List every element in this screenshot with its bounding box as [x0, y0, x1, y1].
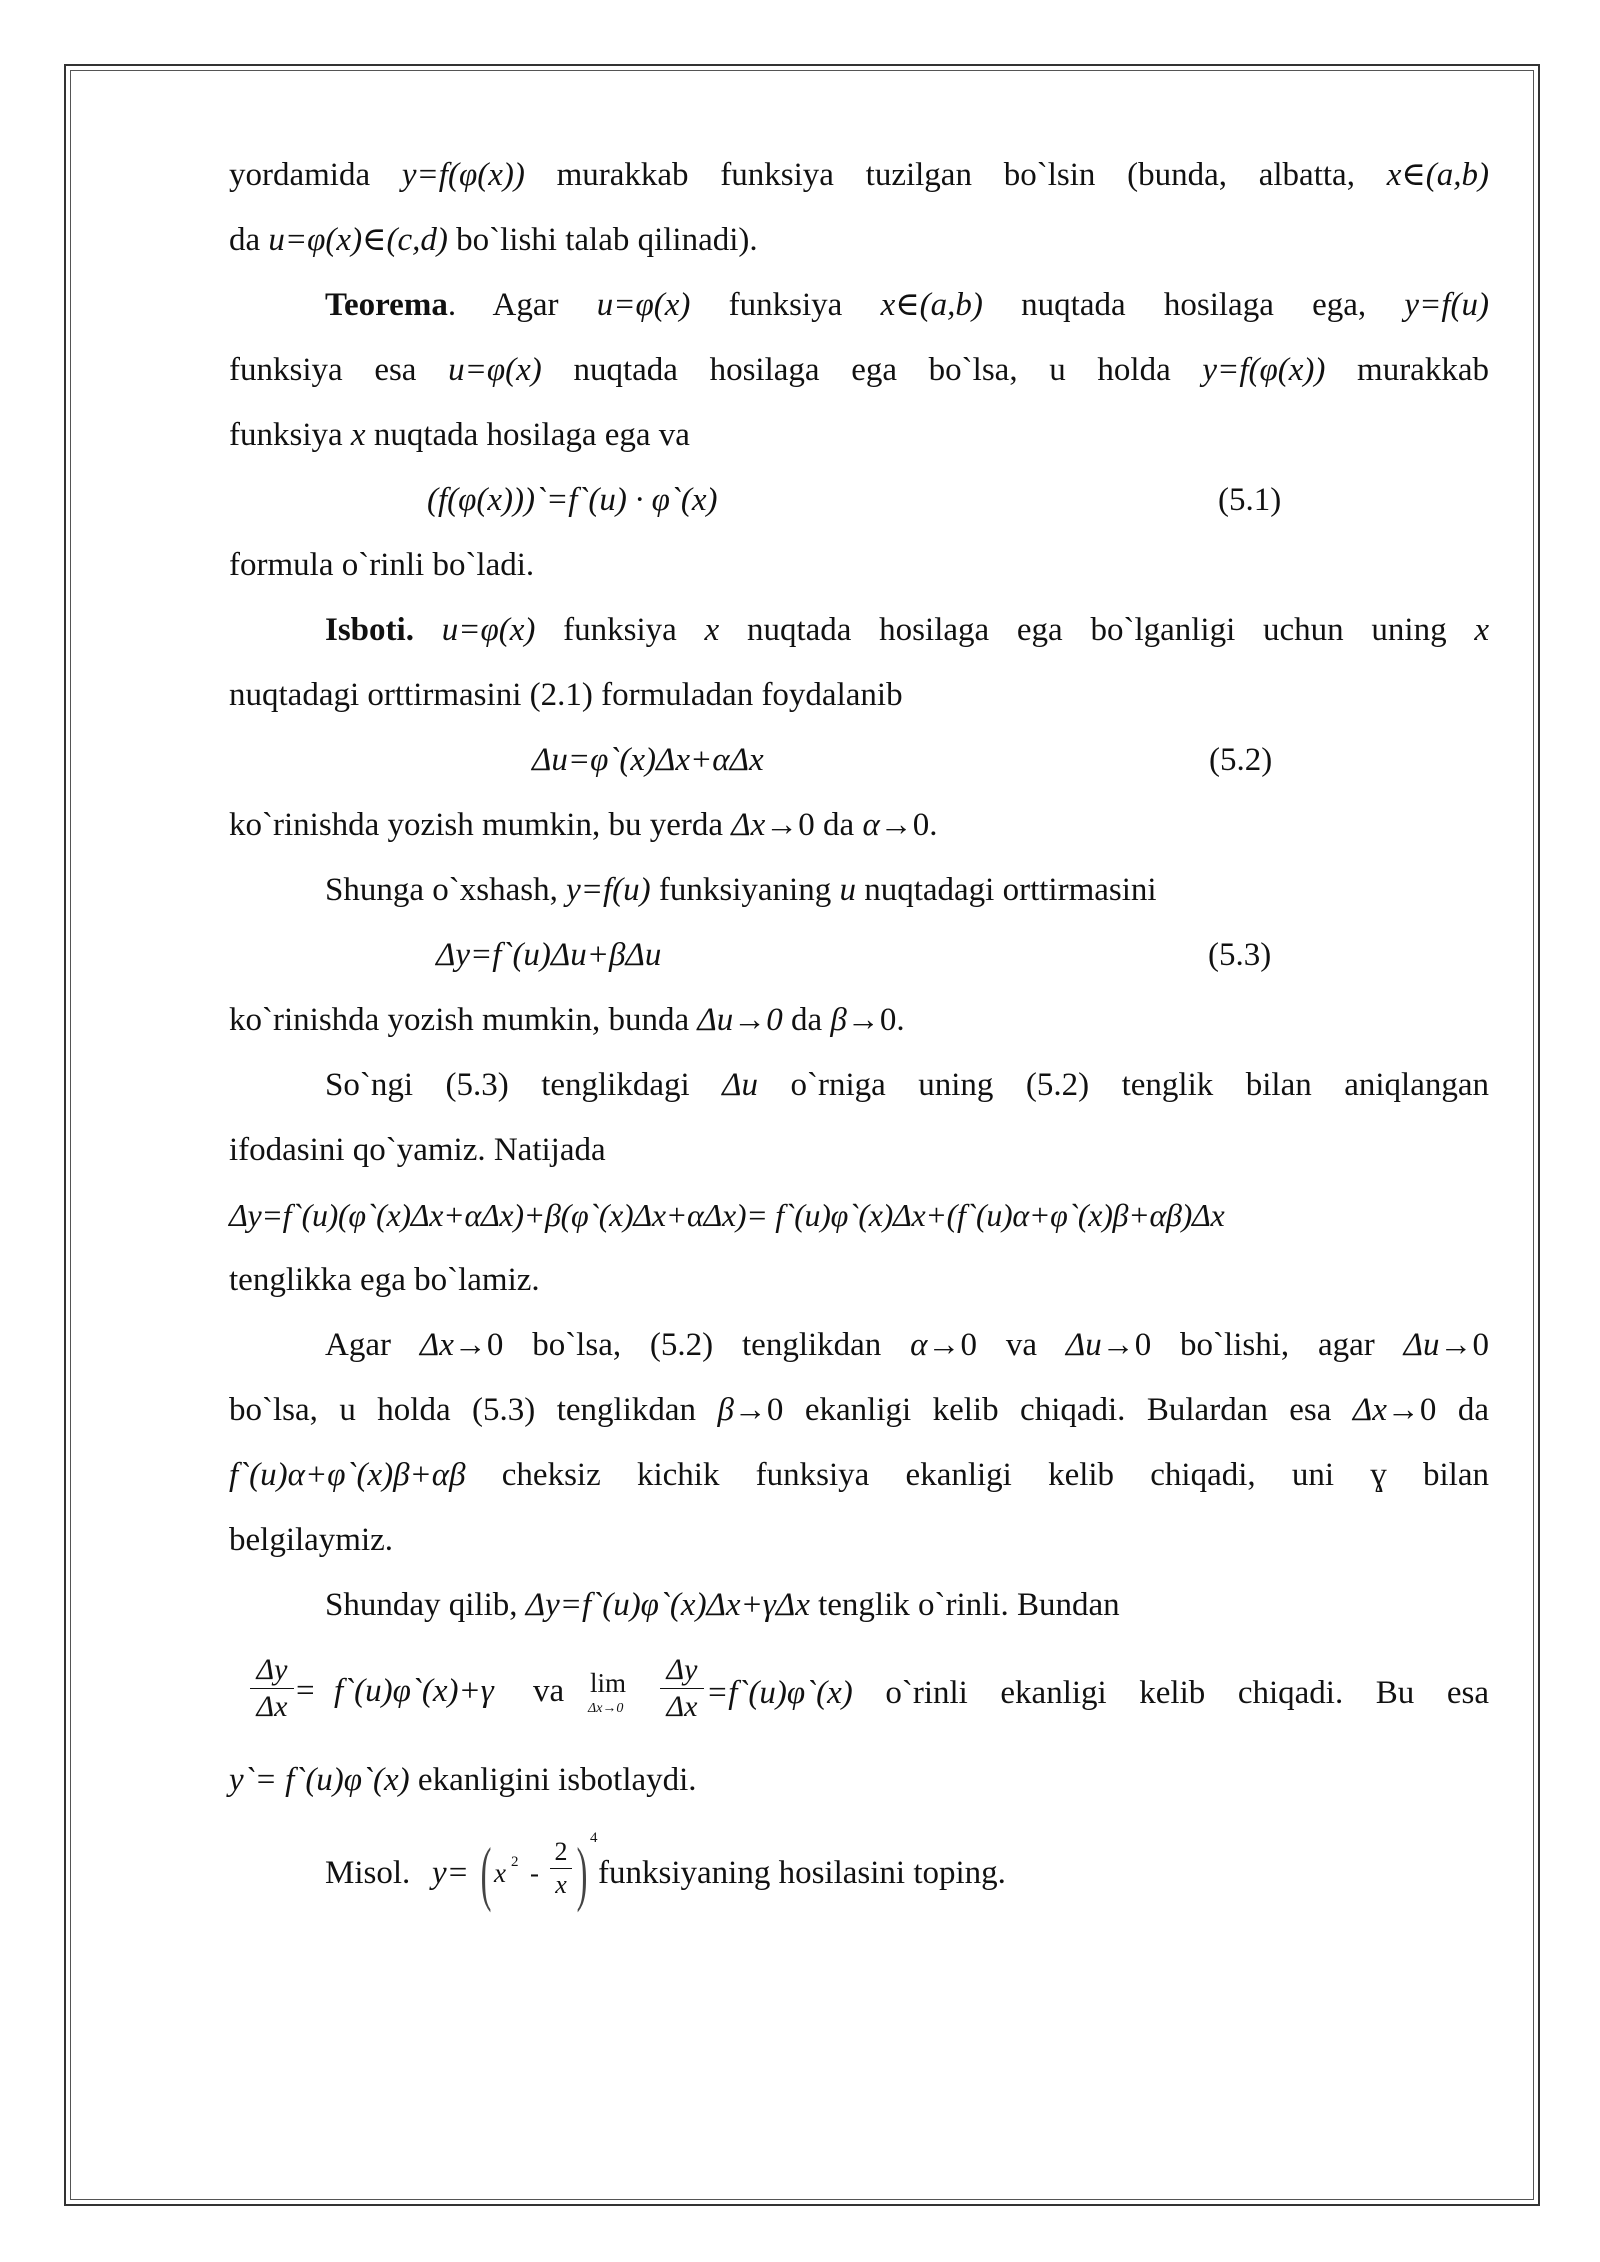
formula: f`(u)φ`(x)+γ [334, 1673, 494, 1709]
text: da [229, 222, 269, 258]
text: →0 da [1386, 1392, 1489, 1428]
fraction-denominator: Δx [660, 1688, 704, 1725]
text-line [325, 1325, 1489, 1365]
exponent: 4 [590, 1830, 598, 1846]
text: murakkab funksiya tuzilgan bo`lsin (bunda, albatta, [524, 157, 1387, 193]
text: →0. [846, 1002, 905, 1038]
equation-number: (5.3) [1208, 937, 1272, 973]
text: yordamida [229, 157, 402, 193]
equation-5-1: (f(φ(x)))`=f`(u) · φ`(x) [427, 482, 718, 518]
text: →0 ekanligi kelib chiqadi. Bulardan esa [733, 1392, 1353, 1428]
text: ko`rinishda yozish mumkin, bu yerda [229, 807, 732, 843]
text: So`ngi (5.3) tenglikdagi [325, 1067, 723, 1103]
text: nuqtada hosilaga ega va [365, 417, 690, 453]
text-line [229, 1390, 1489, 1430]
fraction-dy-dx [660, 1652, 704, 1725]
text-line [229, 1455, 1489, 1495]
text: nuqtada hosilaga ega bo`lsa, u holda [541, 352, 1203, 388]
formula: α [862, 807, 880, 843]
text: nuqtada hosilaga ega bo`lganligi uchun uning [719, 612, 1475, 648]
formula: β [717, 1392, 734, 1428]
text: va [533, 1673, 565, 1709]
equation-number: (5.1) [1218, 482, 1282, 518]
text: da [782, 1002, 831, 1038]
formula: x∈(a,b) [880, 287, 983, 323]
limit-operator: lim [590, 1668, 627, 1698]
text: tenglik o`rinli. Bundan [809, 1587, 1120, 1623]
proof-heading: Isboti. [325, 612, 414, 648]
formula: Δu [1403, 1327, 1440, 1363]
formula: u=φ(x)∈(c,d) [268, 222, 448, 258]
text: funksiya [535, 612, 705, 648]
fraction-denominator: Δx [250, 1688, 294, 1725]
example-label: Misol. [325, 1855, 411, 1891]
fraction-dy-dx [250, 1652, 294, 1725]
formula: u=φ(x) [596, 287, 691, 323]
text: murakkab [1325, 352, 1489, 388]
formula: β [830, 1002, 847, 1038]
fraction-numerator: Δy [256, 1653, 288, 1686]
formula: y= [432, 1855, 469, 1891]
formula: u=φ(x) [448, 352, 542, 388]
formula: Δu [1065, 1327, 1102, 1363]
text-line [325, 1585, 1489, 1625]
text-line: ifodasini qo`yamiz. Natijada [229, 1132, 606, 1168]
text: funksiyaning hosilasini toping. [598, 1855, 1006, 1891]
text-line [325, 1065, 1489, 1105]
text-line [706, 1673, 1489, 1713]
formula: Δu [722, 1067, 759, 1103]
text: . Agar [447, 287, 597, 323]
text: cheksiz kichik funksiya ekanligi kelib chiqadi, uni ɣ bilan [465, 1457, 1489, 1493]
equation-number: (5.2) [1209, 742, 1273, 778]
theorem-heading: Teorema [325, 287, 448, 323]
text: →0 [1439, 1327, 1489, 1363]
text-line [229, 415, 1489, 455]
text-line [325, 610, 1489, 650]
text-line [229, 1760, 1489, 1800]
text: →0 bo`lishi, agar [1101, 1327, 1404, 1363]
text-line [325, 870, 1489, 910]
formula: =f`(u)φ`(x) [706, 1675, 853, 1711]
formula: x [494, 1858, 506, 1888]
formula: y=f(u) [566, 872, 651, 908]
text: o`rinli ekanligi kelib chiqadi. Bu esa [852, 1675, 1489, 1711]
minus-sign: - [530, 1858, 539, 1888]
formula: y=f(u) [1404, 287, 1489, 323]
fraction-numerator: 2 [554, 1837, 568, 1866]
text: →0 da [765, 807, 863, 843]
text-line [229, 220, 1489, 260]
formula: x∈(a,b) [1386, 157, 1489, 193]
text: Shunga o`xshash, [325, 872, 567, 908]
fraction-numerator: Δy [666, 1653, 698, 1686]
text: bo`lsa, u holda (5.3) tenglikdan [229, 1392, 718, 1428]
formula: Δu→0 [697, 1002, 783, 1038]
formula: Δx [1352, 1392, 1387, 1428]
equation-5-2: Δu=φ`(x)Δx+αΔx [532, 742, 764, 778]
limit-subscript: Δx→0 [588, 1701, 624, 1716]
text: o`rniga uning (5.2) tenglik bilan aniqlangan [758, 1067, 1489, 1103]
fraction-2-over-x [550, 1836, 572, 1901]
text: Agar [325, 1327, 420, 1363]
right-paren: ) [576, 1833, 588, 1913]
text: ekanligini isbotlaydi. [409, 1762, 697, 1798]
formula: x [350, 417, 366, 453]
text: →0 bo`lsa, (5.2) tenglikdan [453, 1327, 911, 1363]
formula: y=f(φ(x)) [401, 157, 525, 193]
text: funksiyaning [650, 872, 840, 908]
formula: α [910, 1327, 928, 1363]
text-line: formula o`rinli bo`ladi. [229, 547, 535, 583]
equals-sign: = [296, 1673, 315, 1709]
text: nuqtadagi orttirmasini [855, 872, 1157, 908]
text: funksiya [690, 287, 881, 323]
text: →0. [879, 807, 938, 843]
text-line [229, 350, 1489, 390]
text: →0 va [927, 1327, 1066, 1363]
text-line [229, 1000, 1489, 1040]
formula: u=φ(x) [413, 612, 536, 648]
text-line [229, 155, 1489, 195]
exponent: 2 [511, 1854, 519, 1870]
left-paren: ( [480, 1833, 492, 1913]
text: funksiya esa [229, 352, 449, 388]
text-line [325, 285, 1489, 325]
equation-long: Δy=f`(u)(φ`(x)Δx+αΔx)+β(φ`(x)Δx+αΔx)= f`(u)φ`(x)Δx+(f`(u)α+φ`(x)β+αβ)Δx [229, 1197, 1225, 1233]
formula: f`(u)α+φ`(x)β+αβ [229, 1457, 466, 1493]
formula: Δx [731, 807, 766, 843]
text: Shunday qilib, [325, 1587, 526, 1623]
formula: u [839, 872, 856, 908]
formula: x [704, 612, 720, 648]
formula: Δy=f`(u)φ`(x)Δx+γΔx [525, 1587, 810, 1623]
fraction-denominator: x [550, 1868, 572, 1901]
formula: Δx [419, 1327, 454, 1363]
formula: y`= f`(u)φ`(x) [229, 1762, 410, 1798]
text: funksiya [229, 417, 351, 453]
text-line: tenglikka ega bo`lamiz. [229, 1262, 540, 1298]
equation-5-3: Δy=f`(u)Δu+βΔu [436, 937, 662, 973]
text-line: nuqtadagi orttirmasini (2.1) formuladan foydalanib [229, 677, 903, 713]
text: nuqtada hosilaga ega, [982, 287, 1405, 323]
text-line [229, 805, 1489, 845]
text-line: belgilaymiz. [229, 1522, 394, 1558]
formula: y=f(φ(x)) [1202, 352, 1326, 388]
text: ko`rinishda yozish mumkin, bunda [229, 1002, 698, 1038]
text: bo`lishi talab qilinadi). [447, 222, 758, 258]
formula: x [1474, 612, 1490, 648]
